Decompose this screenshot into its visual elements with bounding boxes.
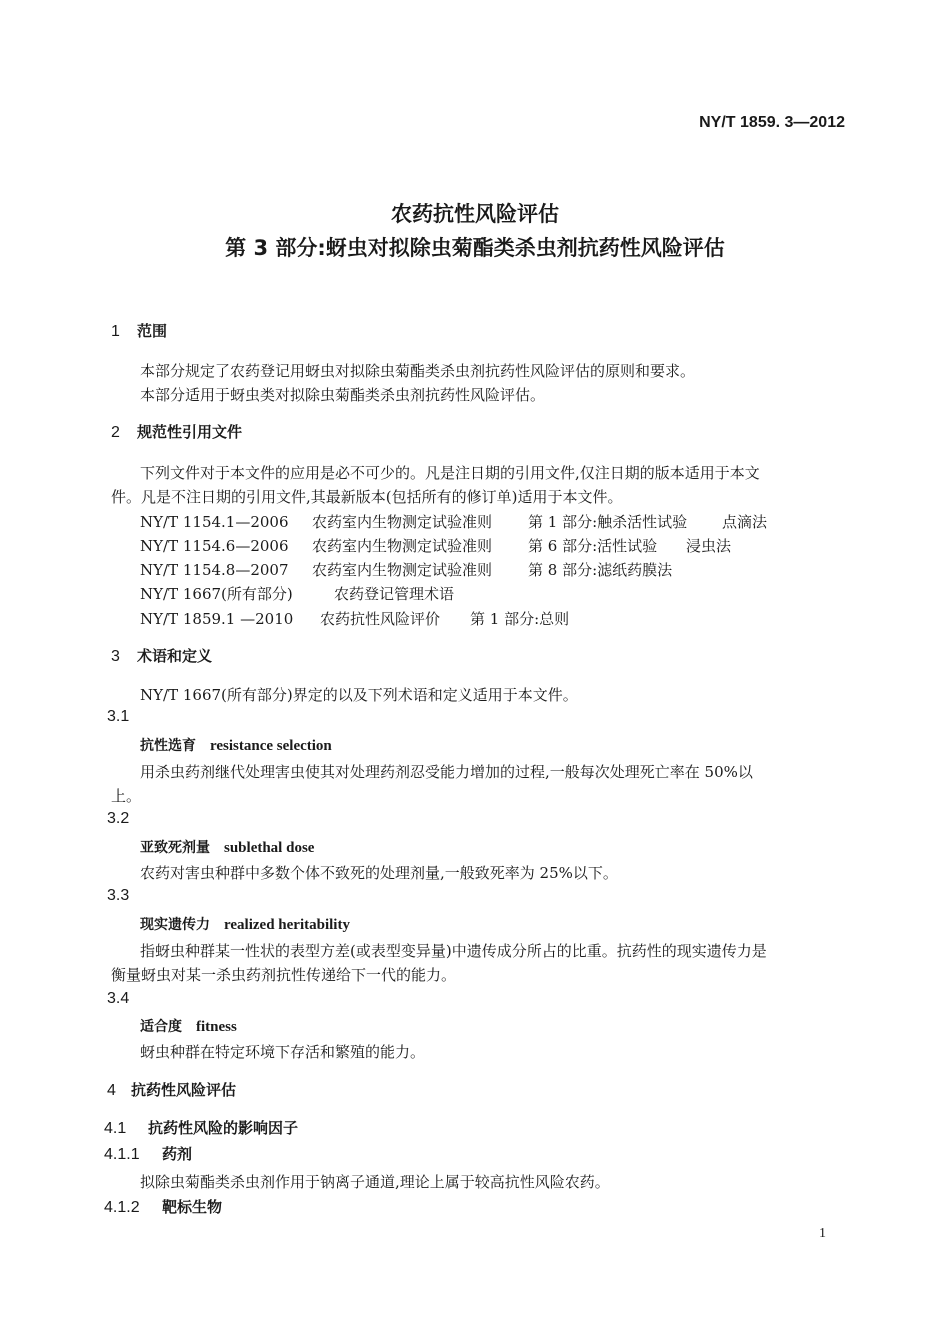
subsection-title: 抗药性风险的影响因子 [148,1119,299,1137]
subsection-title: 靶标生物 [162,1198,223,1216]
section-1-heading [111,320,167,341]
subsection-title: 药剂 [162,1145,193,1163]
clause-number: 3.3 [107,887,130,904]
reference-title: 农药登记管理术语 [334,585,455,603]
section-3-heading [111,645,212,666]
term-definition-continuation: 上。 [111,787,142,805]
subsection-heading [104,1143,192,1164]
section-number: 4 [107,1082,116,1099]
clause-number: 3.2 [107,810,130,827]
section-2-heading [111,421,242,442]
term-english: realized heritability [224,917,350,933]
section-title: 规范性引用文件 [137,423,243,441]
reference-code: NY/T 1154.8—2007 [140,561,289,579]
reference-part: 第 6 部分:活性试验 [528,537,658,555]
section-number: 2 [111,424,120,441]
reference-title: 农药抗性风险评价 [320,610,441,628]
section-number: 1 [111,323,120,340]
reference-part: 第 1 部分:触杀活性试验 [528,513,688,531]
reference-code: NY/T 1859.1 —2010 [140,610,294,628]
reference-code: NY/T 1154.6—2006 [140,537,289,555]
clause-number: 4.1.2 [104,1199,140,1216]
reference-item [140,608,569,629]
reference-method: 点滴法 [722,513,768,531]
term-english: sublethal dose [224,840,315,856]
section-number: 3 [111,648,120,665]
reference-item [140,511,767,532]
term-definition: 指蚜虫种群某一性状的表型方差(或表型变异量)中遗传成分所占的比重。抗药性的现实遗传力是 [140,942,767,960]
section-title: 术语和定义 [137,647,213,665]
term-entry [140,735,332,755]
term-definition: 农药对害虫种群中多数个体不致死的处理剂量,一般致死率为 25%以下。 [140,864,618,882]
paragraph-continuation: 件。凡是不注日期的引用文件,其最新版本(包括所有的修订单)适用于本文件。 [111,488,623,506]
term-entry [140,837,314,857]
term-english: resistance selection [210,738,332,754]
standard-number: NY/T 1859. 3—2012 [699,114,845,131]
term-chinese: 适合度 [140,1019,182,1035]
section-title: 范围 [137,322,168,340]
reference-title: 农药室内生物测定试验准则 [312,513,493,531]
reference-method: 浸虫法 [686,537,732,555]
term-chinese: 现实遗传力 [140,917,210,933]
reference-item [140,535,731,556]
paragraph: 本部分规定了农药登记用蚜虫对拟除虫菊酯类杀虫剂抗药性风险评估的原则和要求。 [140,362,696,380]
subsection-heading [104,1117,298,1138]
section-title: 抗药性风险评估 [131,1081,237,1099]
paragraph: 拟除虫菊酯类杀虫剂作用于钠离子通道,理论上属于较高抗性风险农药。 [140,1173,610,1191]
term-definition-continuation: 衡量蚜虫对某一杀虫药剂抗性传递给下一代的能力。 [111,966,457,984]
page-number: 1 [819,1226,826,1241]
reference-item [140,583,454,604]
section-4-heading [107,1079,236,1100]
clause-number: 3.4 [107,990,130,1007]
document-subtitle: 第 3 部分:蚜虫对拟除虫菊酯类杀虫剂抗药性风险评估 [225,236,725,260]
term-definition: 蚜虫种群在特定环境下存活和繁殖的能力。 [140,1043,426,1061]
reference-title: 农药室内生物测定试验准则 [312,561,493,579]
term-chinese: 抗性选育 [140,738,196,754]
term-chinese: 亚致死剂量 [140,840,210,856]
reference-part: 第 8 部分:滤纸药膜法 [528,561,673,579]
term-english: fitness [196,1019,237,1035]
reference-part: 第 1 部分:总则 [470,610,570,628]
paragraph: 本部分适用于蚜虫类对拟除虫菊酯类杀虫剂抗药性风险评估。 [140,386,546,404]
reference-item [140,559,672,580]
document-title: 农药抗性风险评估 [391,202,559,226]
clause-number: 4.1.1 [104,1146,140,1163]
term-entry [140,914,350,934]
paragraph: 下列文件对于本文件的应用是必不可少的。凡是注日期的引用文件,仅注日期的版本适用于本文 [140,464,760,482]
term-entry [140,1016,237,1036]
subsection-heading [104,1196,222,1217]
reference-title: 农药室内生物测定试验准则 [312,537,493,555]
term-definition: 用杀虫药剂继代处理害虫使其对处理药剂忍受能力增加的过程,一般每次处理死亡率在 50%以 [140,763,753,781]
reference-code: NY/T 1667(所有部分) [140,585,293,603]
clause-number: 4.1 [104,1120,127,1137]
paragraph: NY/T 1667(所有部分)界定的以及下列术语和定义适用于本文件。 [140,686,578,704]
clause-number: 3.1 [107,708,130,725]
reference-code: NY/T 1154.1—2006 [140,513,289,531]
